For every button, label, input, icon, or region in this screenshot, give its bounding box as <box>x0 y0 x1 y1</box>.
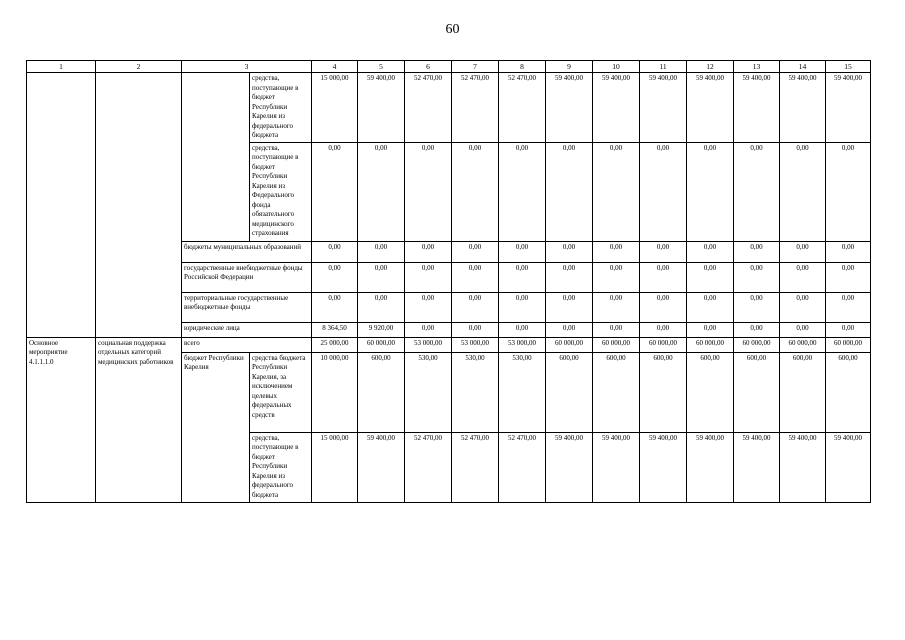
funding-source-label: средства бюджета Республики Карелия, за исключением целевых федеральных средств <box>250 352 312 432</box>
header-cell: 4 <box>312 61 358 73</box>
value-cell: 0,00 <box>358 241 405 262</box>
activity-name: социальная поддержка отдельных категорий медицинских работников <box>96 337 182 502</box>
value-cell: 53 000,00 <box>405 337 452 352</box>
value-cell: 9 920,00 <box>358 322 405 337</box>
value-cell: 0,00 <box>546 142 593 241</box>
value-cell: 0,00 <box>312 142 358 241</box>
value-cell: 59 400,00 <box>640 73 687 143</box>
header-cell: 11 <box>640 61 687 73</box>
value-cell: 52 470,00 <box>405 432 452 502</box>
value-cell: 0,00 <box>546 292 593 322</box>
value-cell: 0,00 <box>734 322 780 337</box>
value-cell: 600,00 <box>593 352 640 432</box>
budget-label: бюджет Республики Карелия <box>182 352 250 502</box>
value-cell: 60 000,00 <box>734 337 780 352</box>
funding-source-label: всего <box>182 337 312 352</box>
value-cell: 0,00 <box>780 292 826 322</box>
value-cell: 60 000,00 <box>640 337 687 352</box>
value-cell: 25 000,00 <box>312 337 358 352</box>
value-cell: 60 000,00 <box>780 337 826 352</box>
value-cell: 59 400,00 <box>687 432 734 502</box>
value-cell: 0,00 <box>826 241 871 262</box>
budget-table <box>26 60 871 503</box>
value-cell: 0,00 <box>452 142 499 241</box>
value-cell: 0,00 <box>826 292 871 322</box>
header-cell: 9 <box>546 61 593 73</box>
value-cell: 0,00 <box>734 262 780 292</box>
value-cell: 0,00 <box>499 142 546 241</box>
value-cell: 59 400,00 <box>826 432 871 502</box>
value-cell: 0,00 <box>546 262 593 292</box>
value-cell: 53 000,00 <box>499 337 546 352</box>
activity-status: Основное мероприятие 4.1.1.1.0 <box>27 337 96 502</box>
value-cell: 0,00 <box>358 262 405 292</box>
value-cell: 0,00 <box>687 322 734 337</box>
table-row <box>27 73 871 143</box>
value-cell: 0,00 <box>687 241 734 262</box>
value-cell: 0,00 <box>780 262 826 292</box>
value-cell: 0,00 <box>640 142 687 241</box>
value-cell: 0,00 <box>780 322 826 337</box>
value-cell: 600,00 <box>640 352 687 432</box>
value-cell: 600,00 <box>780 352 826 432</box>
funding-source-label: государственные внебюджетные фонды Российской Федерации <box>182 262 312 292</box>
value-cell: 0,00 <box>687 142 734 241</box>
header-row <box>27 61 871 73</box>
value-cell: 59 400,00 <box>593 432 640 502</box>
value-cell: 0,00 <box>405 292 452 322</box>
value-cell: 60 000,00 <box>358 337 405 352</box>
value-cell: 600,00 <box>546 352 593 432</box>
value-cell: 0,00 <box>593 262 640 292</box>
value-cell: 0,00 <box>687 292 734 322</box>
value-cell: 600,00 <box>734 352 780 432</box>
header-cell: 3 <box>182 61 312 73</box>
value-cell: 0,00 <box>452 292 499 322</box>
value-cell: 8 364,50 <box>312 322 358 337</box>
value-cell: 0,00 <box>312 292 358 322</box>
value-cell: 60 000,00 <box>546 337 593 352</box>
funding-source-label: средства, поступающие в бюджет Республики Карелия из федерального бюджета <box>250 432 312 502</box>
value-cell: 59 400,00 <box>358 432 405 502</box>
value-cell: 59 400,00 <box>780 432 826 502</box>
value-cell: 15 000,00 <box>312 73 358 143</box>
value-cell: 0,00 <box>499 241 546 262</box>
value-cell: 52 470,00 <box>452 432 499 502</box>
value-cell: 0,00 <box>546 322 593 337</box>
value-cell: 0,00 <box>546 241 593 262</box>
header-cell: 7 <box>452 61 499 73</box>
value-cell: 600,00 <box>687 352 734 432</box>
table-row <box>27 337 871 352</box>
value-cell: 0,00 <box>452 241 499 262</box>
value-cell: 0,00 <box>499 262 546 292</box>
value-cell: 52 470,00 <box>405 73 452 143</box>
value-cell: 59 400,00 <box>358 73 405 143</box>
value-cell: 10 000,00 <box>312 352 358 432</box>
value-cell: 59 400,00 <box>687 73 734 143</box>
empty-cell <box>96 73 182 338</box>
value-cell: 0,00 <box>687 262 734 292</box>
empty-cell <box>27 73 96 338</box>
value-cell: 59 400,00 <box>546 432 593 502</box>
header-cell: 14 <box>780 61 826 73</box>
value-cell: 0,00 <box>499 292 546 322</box>
value-cell: 59 400,00 <box>734 432 780 502</box>
header-cell: 8 <box>499 61 546 73</box>
value-cell: 59 400,00 <box>734 73 780 143</box>
value-cell: 0,00 <box>312 262 358 292</box>
value-cell: 0,00 <box>452 262 499 292</box>
value-cell: 530,00 <box>499 352 546 432</box>
funding-source-label: средства, поступающие в бюджет Республики Карелия из федерального бюджета <box>250 73 312 143</box>
value-cell: 600,00 <box>826 352 871 432</box>
value-cell: 0,00 <box>593 142 640 241</box>
value-cell: 60 000,00 <box>826 337 871 352</box>
value-cell: 0,00 <box>405 142 452 241</box>
value-cell: 0,00 <box>734 292 780 322</box>
value-cell: 0,00 <box>640 292 687 322</box>
empty-cell <box>182 73 250 242</box>
value-cell: 0,00 <box>593 292 640 322</box>
value-cell: 59 400,00 <box>640 432 687 502</box>
value-cell: 15 000,00 <box>312 432 358 502</box>
value-cell: 0,00 <box>826 262 871 292</box>
value-cell: 52 470,00 <box>499 73 546 143</box>
funding-source-label: средства, поступающие в бюджет Республики Карелия из Федерального фонда обязательного медицинского страхования <box>250 142 312 241</box>
value-cell: 0,00 <box>452 322 499 337</box>
value-cell: 53 000,00 <box>452 337 499 352</box>
header-cell: 1 <box>27 61 96 73</box>
header-cell: 15 <box>826 61 871 73</box>
value-cell: 52 470,00 <box>499 432 546 502</box>
value-cell: 59 400,00 <box>546 73 593 143</box>
header-cell: 2 <box>96 61 182 73</box>
value-cell: 59 400,00 <box>826 73 871 143</box>
value-cell: 0,00 <box>826 322 871 337</box>
value-cell: 59 400,00 <box>593 73 640 143</box>
value-cell: 0,00 <box>593 322 640 337</box>
value-cell: 0,00 <box>780 142 826 241</box>
header-cell: 10 <box>593 61 640 73</box>
value-cell: 0,00 <box>405 262 452 292</box>
value-cell: 0,00 <box>780 241 826 262</box>
value-cell: 52 470,00 <box>452 73 499 143</box>
value-cell: 0,00 <box>640 262 687 292</box>
value-cell: 0,00 <box>312 241 358 262</box>
header-cell: 5 <box>358 61 405 73</box>
funding-source-label: бюджеты муниципальных образований <box>182 241 312 262</box>
value-cell: 600,00 <box>358 352 405 432</box>
header-cell: 12 <box>687 61 734 73</box>
funding-source-label: территориальные государственные внебюджетные фонды <box>182 292 312 322</box>
value-cell: 0,00 <box>640 241 687 262</box>
value-cell: 0,00 <box>593 241 640 262</box>
value-cell: 60 000,00 <box>593 337 640 352</box>
value-cell: 0,00 <box>405 241 452 262</box>
value-cell: 0,00 <box>358 292 405 322</box>
value-cell: 0,00 <box>640 322 687 337</box>
value-cell: 0,00 <box>405 322 452 337</box>
page-number: 60 <box>445 22 460 37</box>
funding-source-label: юридические лица <box>182 322 312 337</box>
value-cell: 59 400,00 <box>780 73 826 143</box>
value-cell: 0,00 <box>734 142 780 241</box>
value-cell: 0,00 <box>734 241 780 262</box>
value-cell: 60 000,00 <box>687 337 734 352</box>
value-cell: 0,00 <box>499 322 546 337</box>
value-cell: 0,00 <box>826 142 871 241</box>
header-cell: 6 <box>405 61 452 73</box>
value-cell: 530,00 <box>405 352 452 432</box>
value-cell: 530,00 <box>452 352 499 432</box>
value-cell: 0,00 <box>358 142 405 241</box>
header-cell: 13 <box>734 61 780 73</box>
